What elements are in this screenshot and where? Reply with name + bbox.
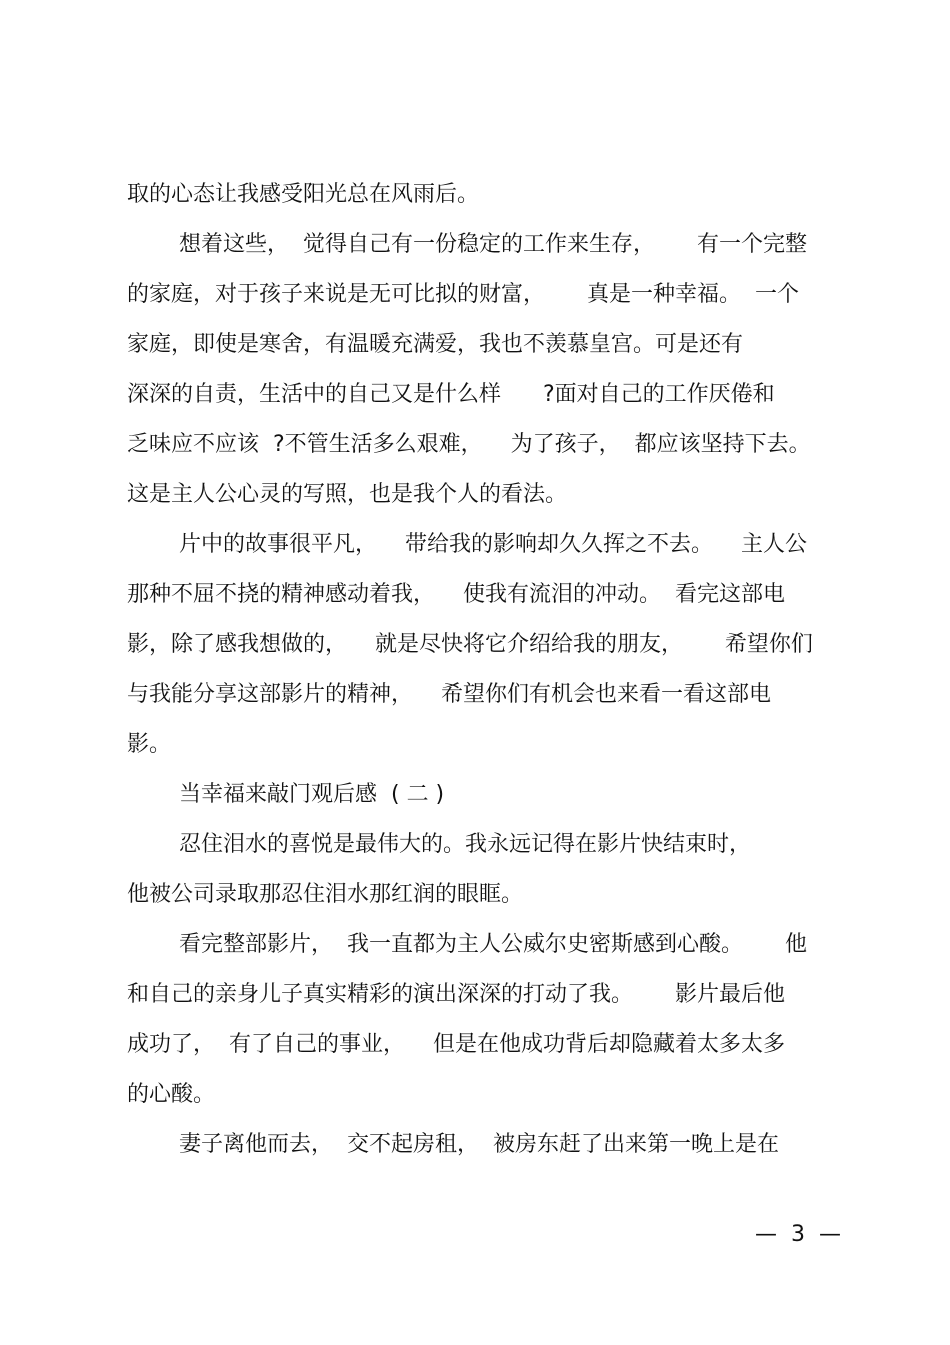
text-line-19: 的心酸。 [127, 1082, 216, 1107]
text-line-7: 这是主人公心灵的写照，也是我个人的看法。 [127, 482, 568, 507]
page-number: — 3 — [755, 1222, 841, 1247]
text-line-11: 与我能分享这部影片的精神， 希望你们有机会也来看一看这部电 [127, 682, 771, 707]
text-line-5: 深深的自责，生活中的自己又是什么样 ?面对自己的工作厌倦和 [127, 382, 775, 407]
text-line-9: 那种不屈不挠的精神感动着我， 使我有流泪的冲动。 看完这部电 [127, 582, 785, 607]
text-line-15: 他被公司录取那忍住泪水那红润的眼眶。 [127, 882, 524, 907]
text-line-8: 片中的故事很平凡， 带给我的影响却久久挥之不去。 主人公 [179, 532, 807, 557]
text-line-18: 成功了， 有了自己的事业， 但是在他成功背后却隐藏着太多太多 [127, 1032, 785, 1057]
text-line-1: 取的心态让我感受阳光总在风雨后。 [127, 182, 480, 207]
section-heading: 当幸福来敲门观后感 ( 二 ) [179, 782, 445, 807]
text-line-14: 忍住泪水的喜悦是最伟大的。我永远记得在影片快结束时， [179, 832, 752, 857]
text-line-3: 的家庭，对于孩子来说是无可比拟的财富， 真是一种幸福。 一个 [127, 282, 799, 307]
text-line-10: 影，除了感我想做的， 就是尽快将它介绍给我的朋友， 希望你们 [127, 632, 813, 657]
text-line-4: 家庭，即使是寒舍，有温暖充满爱，我也不羡慕皇宫。可是还有 [127, 332, 744, 357]
text-line-17: 和自己的亲身儿子真实精彩的演出深深的打动了我。 影片最后他 [127, 982, 785, 1007]
text-line-2: 想着这些， 觉得自己有一份稳定的工作来生存， 有一个完整 [179, 232, 807, 257]
text-line-16: 看完整部影片， 我一直都为主人公威尔史密斯感到心酸。 他 [179, 932, 807, 957]
text-line-20: 妻子离他而去， 交不起房租， 被房东赶了出来第一晚上是在 [179, 1132, 779, 1157]
text-line-12: 影。 [127, 732, 172, 757]
text-line-6: 乏味应不应该 ?不管生活多么艰难， 为了孩子， 都应该坚持下去。 [127, 432, 811, 457]
